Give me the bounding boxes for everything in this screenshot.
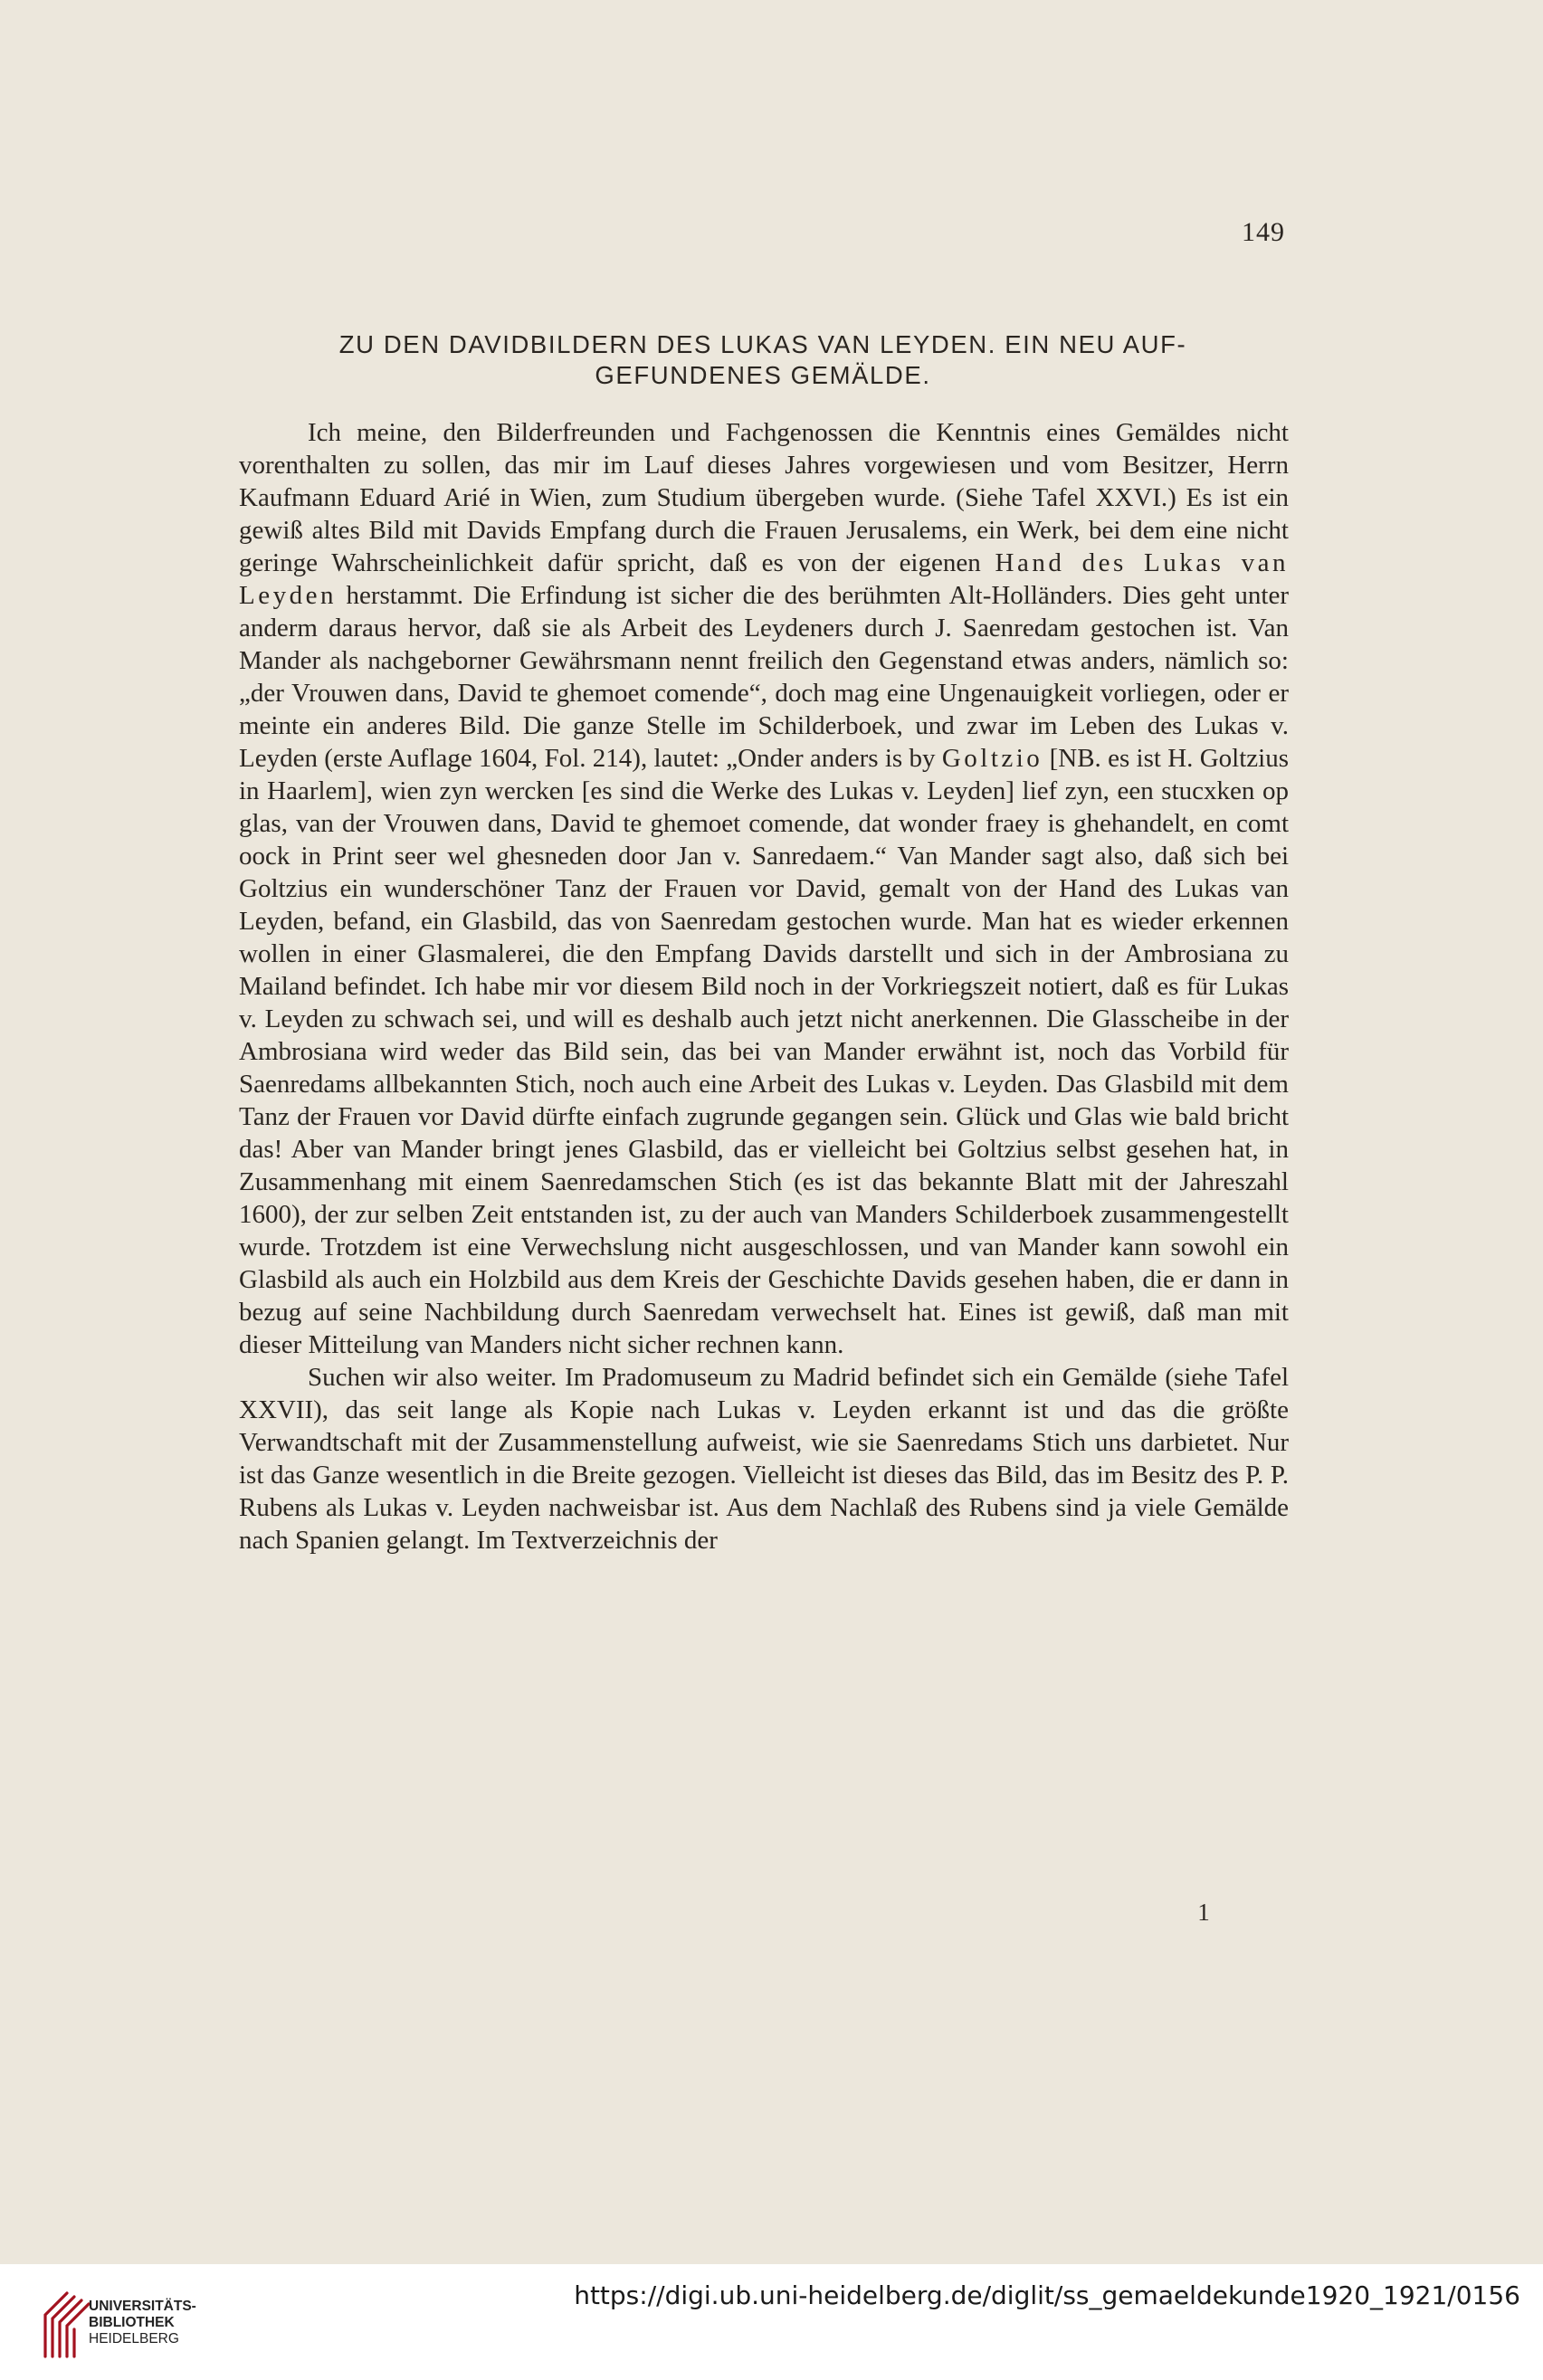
heading-line-2: GEFUNDENES GEMÄLDE. (595, 361, 931, 389)
page-number: 149 (1242, 217, 1285, 247)
emphasis-goltzio: Goltzio (941, 744, 1043, 773)
library-name-line-3: HEIDELBERG (89, 2331, 179, 2347)
paragraph-2: Suchen wir also weiter. Im Pradomuseum zu Madrid befindet sich ein Gemälde (siehe Tafel XXVII), das seit lange als Kopie nach Lukas v. Leyden erkannt ist und das die größte Verwandtschaft mit der Zusammenstellung aufweist, wie sie Saenredams Stich uns darbietet. Nur ist das Ganze wesentlich in die Breite gezogen. Vielleicht ist dieses das Bild, das im Besitz des P. P. Rubens als Lukas v. Leyden nachweisbar ist. Aus dem Nachlaß des Rubens sind ja viele Gemälde nach Spanien gelangt. Im Textverzeichnis der (239, 1363, 1289, 1555)
library-name (89, 2299, 252, 2347)
article-body (239, 416, 1289, 1557)
paragraph-1-text-c: herstammt. Die Erfindung ist sicher die des berühmten Alt-Holländers. Dies geht unter anderm daraus hervor, daß sie als Arbeit des Leydeners durch J. Saenredam gestochen ist. Van Mander als nachgeborner Gewährsmann nennt freilich den Gegenstand etwas anders, nämlich so: „der Vrouwen dans, David te ghemoet comende“, doch mag eine Ungenauigkeit vorliegen, oder er meinte ein anderes Bild. Die ganze Stelle im Schilderboek, und zwar im Leben des Lukas v. Leyden (erste Auflage 1604, Fol. 214), lautet: „Onder anders is by (239, 581, 1289, 773)
permalink-url[interactable]: https://digi.ub.uni-heidelberg.de/diglit/ss_gemaeldekunde1920_1921/0156 (574, 2280, 1520, 2310)
paragraph-1-text-e: [NB. es ist H. Goltzius in Haarlem], wien zyn wercken [es sind die Werke des Lukas v. Leyden] lief zyn, een stucxken op glas, van der Vrouwen dans, David te ghemoet comende, dat wonder fraey is ghehandelt, en comt oock in Print seer wel ghesneden door Jan v. Sanredaem.“ Van Mander sagt also, daß sich bei Goltzius ein wunderschöner Tanz der Frauen vor David, gemalt von der Hand des Lukas van Leyden, befand, ein Glasbild, das von Saenredam gestochen wurde. Man hat es wieder erkennen wollen in einer Glasmalerei, die den Empfang Davids darstellt und sich in der Ambrosiana zu Mailand befindet. Ich habe mir vor diesem Bild noch in der Vorkriegszeit notiert, daß es für Lukas v. Leyden zu schwach sei, und will es deshalb auch jetzt nicht anerkennen. Die Glasscheibe in der Ambrosiana wird weder das Bild sein, das bei van Mander erwähnt ist, noch das Vorbild für Saenredams allbekannten Stich, noch auch eine Arbeit des Lukas v. Leyden. Das Glasbild mit dem Tanz der Frauen vor David dürfte einfach zugrunde gegangen sein. Glück und Glas wie bald bricht das! Aber van Mander bringt jenes Glasbild, das er vielleicht bei Goltzius selbst gesehen hat, in Zusammenhang mit einem Saenredamschen Stich (es ist das bekannte Blatt mit der Jahreszahl 1600), der zur selben Zeit entstanden ist, zu der auch van Manders Schilderboek zusammengestellt wurde. Trotzdem ist eine Verwechslung nicht ausgeschlossen, und van Mander kann sowohl ein Glasbild als auch ein Holzbild aus dem Kreis der Geschichte Davids gesehen haben, die er dann in bezug auf seine Nachbildung durch Saenredam verwechselt hat. Eines ist gewiß, daß man mit dieser Mitteilung van Manders nicht sicher rechnen kann. (239, 744, 1289, 1359)
heading-line-1: ZU DEN DAVIDBILDERN DES LUKAS VAN LEYDEN. EIN NEU AUF- (338, 330, 1187, 358)
sheet-signature: 1 (1197, 1899, 1210, 1926)
library-name-line-2: BIBLIOTHEK (89, 2315, 175, 2330)
emphasis-hand-des-lukas: Hand des Lukas van Leyden (239, 548, 1290, 610)
article-heading (233, 329, 1292, 391)
paragraph-1-text-a: Ich meine, den Bilderfreunden und Fachgenossen die Kenntnis eines Gemäldes nicht vorenthalten zu sollen, das mir im Lauf dieses Jahres vorgewiesen und vom Besitzer, Herrn Kaufmann Eduard Arié in Wien, zum Studium übergeben wurde. (Siehe Tafel XXVI.) Es ist ein gewiß altes Bild mit Davids Empfang durch die Frauen Jerusalems, ein Werk, bei dem eine nicht geringe Wahrscheinlichkeit dafür spricht, daß es von der eigenen (239, 418, 1289, 577)
library-name-line-1: UNIVERSITÄTS- (89, 2299, 196, 2314)
paragraph-1 (239, 416, 1289, 1361)
